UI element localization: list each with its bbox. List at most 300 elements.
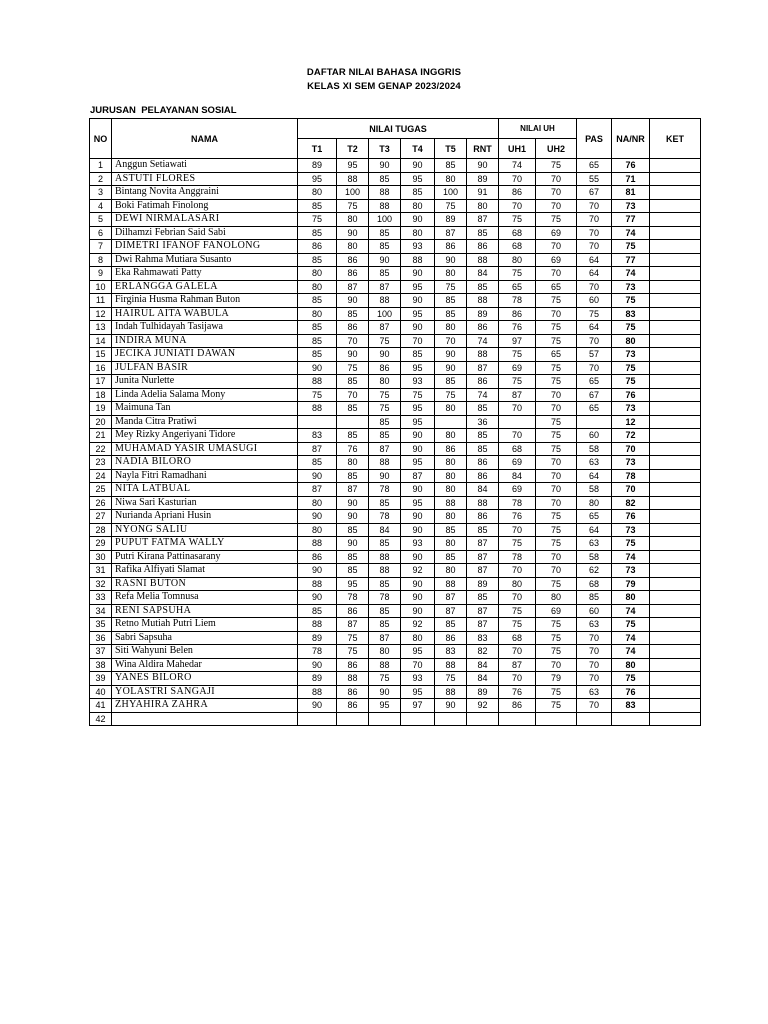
table-row: [90, 402, 701, 416]
cell-uh2: 75: [536, 361, 577, 375]
cell-na-nr: 73: [612, 280, 650, 294]
cell-t1: 88: [298, 618, 337, 632]
cell-nama: Eka Rahmawati Patty: [112, 267, 298, 281]
table-row: [90, 483, 701, 497]
cell-uh2: 75: [536, 699, 577, 713]
cell-t5: 75: [435, 280, 467, 294]
cell-na-nr: 73: [612, 456, 650, 470]
cell-t2: 75: [337, 645, 369, 659]
cell-rnt: 87: [467, 550, 499, 564]
cell-uh1: 86: [499, 307, 536, 321]
cell-t2: 75: [337, 631, 369, 645]
table-row: [90, 469, 701, 483]
cell-t1: 90: [298, 658, 337, 672]
table-row: [90, 361, 701, 375]
cell-t4: 85: [401, 348, 435, 362]
cell-rnt: 36: [467, 415, 499, 429]
cell-na-nr: 70: [612, 483, 650, 497]
cell-t1: 89: [298, 672, 337, 686]
table-row: [90, 253, 701, 267]
cell-pas: 60: [577, 294, 612, 308]
cell-nama: Dilhamzi Febrian Said Sabi: [112, 226, 298, 240]
cell-pas: [577, 712, 612, 726]
cell-t2: 95: [337, 577, 369, 591]
cell-rnt: 91: [467, 186, 499, 200]
cell-t4: 93: [401, 375, 435, 389]
cell-nama: Siti Wahyuni Belen: [112, 645, 298, 659]
cell-t1: 85: [298, 294, 337, 308]
cell-t3: 85: [369, 415, 401, 429]
cell-na-nr: 75: [612, 375, 650, 389]
cell-pas: 70: [577, 631, 612, 645]
cell-uh1: 75: [499, 604, 536, 618]
table-row: [90, 591, 701, 605]
cell-uh2: 70: [536, 564, 577, 578]
cell-rnt: 89: [467, 172, 499, 186]
cell-uh2: 80: [536, 591, 577, 605]
cell-uh2: 70: [536, 402, 577, 416]
cell-t3: 88: [369, 186, 401, 200]
cell-t2: 78: [337, 591, 369, 605]
cell-t5: 87: [435, 604, 467, 618]
cell-t5: 80: [435, 469, 467, 483]
cell-t4: 90: [401, 483, 435, 497]
cell-rnt: 85: [467, 280, 499, 294]
cell-na-nr: 83: [612, 699, 650, 713]
cell-t2: 70: [337, 334, 369, 348]
cell-pas: 64: [577, 253, 612, 267]
cell-uh1: [499, 415, 536, 429]
cell-t2: 90: [337, 348, 369, 362]
cell-nama: Rafika Alfiyati Slamat: [112, 564, 298, 578]
cell-uh1: 75: [499, 213, 536, 227]
cell-na-nr: 73: [612, 348, 650, 362]
cell-t2: 75: [337, 361, 369, 375]
cell-uh1: 70: [499, 402, 536, 416]
cell-t5: 80: [435, 456, 467, 470]
cell-t1: 88: [298, 537, 337, 551]
cell-t3: 88: [369, 564, 401, 578]
cell-no: 12: [90, 307, 112, 321]
cell-uh1: 87: [499, 388, 536, 402]
cell-no: 1: [90, 159, 112, 173]
cell-t2: 86: [337, 604, 369, 618]
cell-t3: 85: [369, 618, 401, 632]
cell-t3: 85: [369, 240, 401, 254]
cell-nama: YOLASTRI SANGAJI: [112, 685, 298, 699]
cell-uh1: 86: [499, 186, 536, 200]
cell-t4: 92: [401, 618, 435, 632]
header-uh2: UH2: [536, 139, 577, 159]
cell-nama: Anggun Setiawati: [112, 159, 298, 173]
cell-nama: JULFAN BASIR: [112, 361, 298, 375]
document-title: DAFTAR NILAI BAHASA INGGRIS: [306, 67, 462, 78]
cell-pas: 64: [577, 523, 612, 537]
cell-nama: DEWI NIRMALASARI: [112, 213, 298, 227]
cell-ket: [650, 712, 701, 726]
cell-na-nr: 12: [612, 415, 650, 429]
cell-t2: 90: [337, 510, 369, 524]
cell-ket: [650, 348, 701, 362]
cell-uh1: 70: [499, 523, 536, 537]
cell-rnt: 85: [467, 442, 499, 456]
cell-na-nr: 71: [612, 172, 650, 186]
table-row: [90, 186, 701, 200]
cell-nama: INDIRA MUNA: [112, 334, 298, 348]
table-row: [90, 550, 701, 564]
cell-uh1: 80: [499, 253, 536, 267]
cell-ket: [650, 631, 701, 645]
cell-t2: 90: [337, 294, 369, 308]
cell-rnt: 84: [467, 672, 499, 686]
cell-nama: Firginia Husma Rahman Buton: [112, 294, 298, 308]
cell-t3: 85: [369, 429, 401, 443]
cell-t4: 95: [401, 172, 435, 186]
header-nilai-uh: NILAI UH: [499, 119, 577, 139]
header-na-nr: NA/NR: [612, 119, 650, 159]
cell-t1: 88: [298, 375, 337, 389]
cell-uh2: 75: [536, 685, 577, 699]
cell-pas: 63: [577, 618, 612, 632]
cell-nama: Manda Citra Pratiwi: [112, 415, 298, 429]
cell-ket: [650, 375, 701, 389]
cell-rnt: 74: [467, 388, 499, 402]
cell-t2: 85: [337, 402, 369, 416]
cell-no: 18: [90, 388, 112, 402]
cell-na-nr: 74: [612, 550, 650, 564]
cell-t4: 95: [401, 456, 435, 470]
cell-t5: 75: [435, 672, 467, 686]
cell-t2: [337, 415, 369, 429]
table-row: [90, 226, 701, 240]
cell-uh2: 75: [536, 415, 577, 429]
cell-t1: 78: [298, 645, 337, 659]
table-row: [90, 618, 701, 632]
cell-t3: 78: [369, 510, 401, 524]
cell-pas: 62: [577, 564, 612, 578]
cell-na-nr: 80: [612, 334, 650, 348]
cell-rnt: 88: [467, 253, 499, 267]
cell-t5: 85: [435, 523, 467, 537]
cell-ket: [650, 361, 701, 375]
cell-t4: 70: [401, 334, 435, 348]
cell-rnt: 85: [467, 591, 499, 605]
cell-t1: 85: [298, 456, 337, 470]
table-row: [90, 375, 701, 389]
cell-t4: 97: [401, 699, 435, 713]
cell-t4: 90: [401, 591, 435, 605]
cell-t1: 89: [298, 159, 337, 173]
cell-uh1: 69: [499, 361, 536, 375]
cell-t1: 90: [298, 510, 337, 524]
cell-pas: 60: [577, 604, 612, 618]
cell-uh1: 70: [499, 429, 536, 443]
cell-uh2: 65: [536, 280, 577, 294]
cell-t4: 95: [401, 496, 435, 510]
cell-ket: [650, 685, 701, 699]
cell-t2: 87: [337, 618, 369, 632]
cell-t3: 80: [369, 375, 401, 389]
cell-na-nr: 70: [612, 442, 650, 456]
cell-pas: 65: [577, 402, 612, 416]
cell-uh2: 75: [536, 510, 577, 524]
cell-uh1: 76: [499, 685, 536, 699]
cell-pas: 67: [577, 186, 612, 200]
cell-t4: 90: [401, 267, 435, 281]
cell-rnt: 87: [467, 618, 499, 632]
cell-na-nr: 74: [612, 604, 650, 618]
cell-pas: 70: [577, 280, 612, 294]
table-header: [90, 119, 701, 159]
cell-t4: 87: [401, 469, 435, 483]
cell-no: 42: [90, 712, 112, 726]
cell-na-nr: 76: [612, 510, 650, 524]
cell-t4: 93: [401, 537, 435, 551]
cell-t5: [435, 712, 467, 726]
cell-rnt: 89: [467, 307, 499, 321]
cell-t3: 85: [369, 267, 401, 281]
cell-t3: 85: [369, 172, 401, 186]
cell-ket: [650, 591, 701, 605]
cell-rnt: 86: [467, 375, 499, 389]
cell-t3: 85: [369, 226, 401, 240]
cell-no: 4: [90, 199, 112, 213]
cell-uh2: 70: [536, 456, 577, 470]
cell-no: 26: [90, 496, 112, 510]
header-t5: T5: [435, 139, 467, 159]
cell-no: 8: [90, 253, 112, 267]
cell-t3: [369, 712, 401, 726]
cell-t2: 88: [337, 672, 369, 686]
cell-no: 14: [90, 334, 112, 348]
cell-t2: 85: [337, 550, 369, 564]
cell-pas: 64: [577, 469, 612, 483]
cell-pas: 63: [577, 685, 612, 699]
cell-nama: ASTUTI FLORES: [112, 172, 298, 186]
cell-na-nr: 78: [612, 469, 650, 483]
cell-pas: 63: [577, 537, 612, 551]
cell-no: 2: [90, 172, 112, 186]
cell-pas: 58: [577, 483, 612, 497]
cell-t5: 86: [435, 240, 467, 254]
cell-t4: 90: [401, 321, 435, 335]
cell-t2: 80: [337, 213, 369, 227]
cell-uh1: 75: [499, 537, 536, 551]
cell-t2: 70: [337, 388, 369, 402]
cell-rnt: 87: [467, 564, 499, 578]
cell-no: 17: [90, 375, 112, 389]
cell-no: 36: [90, 631, 112, 645]
cell-uh2: 75: [536, 537, 577, 551]
cell-na-nr: 74: [612, 645, 650, 659]
cell-t4: 95: [401, 645, 435, 659]
cell-t2: 86: [337, 253, 369, 267]
cell-nama: RASNI BUTON: [112, 577, 298, 591]
cell-t5: 80: [435, 510, 467, 524]
cell-no: 41: [90, 699, 112, 713]
cell-uh1: 69: [499, 483, 536, 497]
cell-nama: NYONG SALIU: [112, 523, 298, 537]
cell-uh2: 75: [536, 577, 577, 591]
cell-t2: 80: [337, 240, 369, 254]
cell-uh2: 75: [536, 334, 577, 348]
cell-t3: 95: [369, 699, 401, 713]
cell-t5: 80: [435, 402, 467, 416]
table-row: [90, 523, 701, 537]
header-nama: NAMA: [112, 119, 298, 159]
cell-uh2: 75: [536, 631, 577, 645]
cell-uh2: 70: [536, 186, 577, 200]
cell-t4: 88: [401, 253, 435, 267]
table-row: [90, 267, 701, 281]
cell-no: 40: [90, 685, 112, 699]
cell-t1: 85: [298, 334, 337, 348]
cell-t2: 80: [337, 456, 369, 470]
cell-t1: 86: [298, 550, 337, 564]
cell-ket: [650, 159, 701, 173]
cell-t5: 88: [435, 496, 467, 510]
cell-t3: 86: [369, 361, 401, 375]
cell-nama: Nurianda Apriani Husin: [112, 510, 298, 524]
cell-uh2: 70: [536, 267, 577, 281]
cell-pas: 70: [577, 658, 612, 672]
table-row: [90, 564, 701, 578]
cell-no: 19: [90, 402, 112, 416]
cell-no: 31: [90, 564, 112, 578]
cell-rnt: 88: [467, 348, 499, 362]
cell-no: 29: [90, 537, 112, 551]
cell-pas: 75: [577, 307, 612, 321]
cell-nama: NITA LATBUAL: [112, 483, 298, 497]
cell-ket: [650, 307, 701, 321]
cell-t4: 80: [401, 199, 435, 213]
cell-t5: [435, 415, 467, 429]
cell-no: 37: [90, 645, 112, 659]
cell-nama: JECIKA JUNIATI DAWAN: [112, 348, 298, 362]
cell-ket: [650, 280, 701, 294]
cell-t5: 88: [435, 658, 467, 672]
cell-ket: [650, 267, 701, 281]
cell-pas: 65: [577, 159, 612, 173]
cell-t1: 85: [298, 604, 337, 618]
table-row: [90, 699, 701, 713]
cell-nama: YANES BILORO: [112, 672, 298, 686]
cell-t4: 90: [401, 294, 435, 308]
table-row: [90, 645, 701, 659]
cell-t5: 75: [435, 388, 467, 402]
cell-no: 13: [90, 321, 112, 335]
cell-pas: 67: [577, 388, 612, 402]
cell-nama: Refa Melia Tomnusa: [112, 591, 298, 605]
cell-t5: 90: [435, 348, 467, 362]
cell-na-nr: [612, 712, 650, 726]
cell-no: 32: [90, 577, 112, 591]
cell-uh2: 70: [536, 550, 577, 564]
header-t2: T2: [337, 139, 369, 159]
cell-na-nr: 72: [612, 429, 650, 443]
cell-t4: 92: [401, 564, 435, 578]
cell-rnt: 86: [467, 469, 499, 483]
cell-ket: [650, 186, 701, 200]
cell-t5: 85: [435, 159, 467, 173]
cell-na-nr: 75: [612, 618, 650, 632]
cell-t4: [401, 712, 435, 726]
cell-t5: 90: [435, 699, 467, 713]
cell-no: 22: [90, 442, 112, 456]
cell-ket: [650, 321, 701, 335]
cell-uh1: 65: [499, 280, 536, 294]
table-row: [90, 712, 701, 726]
cell-t3: 87: [369, 442, 401, 456]
cell-no: 39: [90, 672, 112, 686]
cell-t2: 86: [337, 658, 369, 672]
cell-na-nr: 75: [612, 321, 650, 335]
cell-t5: 85: [435, 294, 467, 308]
cell-uh1: 80: [499, 577, 536, 591]
cell-uh2: 75: [536, 442, 577, 456]
cell-t4: 90: [401, 604, 435, 618]
cell-t2: 87: [337, 280, 369, 294]
cell-no: 35: [90, 618, 112, 632]
cell-rnt: 84: [467, 483, 499, 497]
cell-no: 21: [90, 429, 112, 443]
document-subtitle: KELAS XI SEM GENAP 2023/2024: [307, 81, 461, 92]
cell-nama: Indah Tulhidayah Tasijawa: [112, 321, 298, 335]
cell-pas: 63: [577, 456, 612, 470]
cell-uh1: 75: [499, 618, 536, 632]
grades-table: [89, 118, 701, 726]
cell-t1: 88: [298, 685, 337, 699]
cell-rnt: 88: [467, 294, 499, 308]
cell-nama: Sabri Sapsuha: [112, 631, 298, 645]
cell-nama: Nayla Fitri Ramadhani: [112, 469, 298, 483]
cell-uh2: 70: [536, 388, 577, 402]
cell-t4: 95: [401, 361, 435, 375]
cell-rnt: 83: [467, 631, 499, 645]
cell-uh1: 69: [499, 456, 536, 470]
cell-ket: [650, 213, 701, 227]
cell-uh1: 87: [499, 658, 536, 672]
cell-uh2: 65: [536, 348, 577, 362]
cell-t1: 86: [298, 240, 337, 254]
cell-nama: Wina Aldira Mahedar: [112, 658, 298, 672]
cell-rnt: 87: [467, 361, 499, 375]
cell-t5: 88: [435, 577, 467, 591]
table-row: [90, 672, 701, 686]
cell-t5: 80: [435, 172, 467, 186]
cell-t1: 85: [298, 348, 337, 362]
table-row: [90, 658, 701, 672]
cell-nama: Bintang Novita Anggraini: [112, 186, 298, 200]
cell-t3: 75: [369, 388, 401, 402]
cell-t4: 90: [401, 577, 435, 591]
table-row: [90, 442, 701, 456]
cell-t3: 90: [369, 159, 401, 173]
cell-nama: Junita Nurlette: [112, 375, 298, 389]
cell-rnt: 89: [467, 685, 499, 699]
cell-t2: 85: [337, 429, 369, 443]
header-uh1: UH1: [499, 139, 536, 159]
cell-uh1: 70: [499, 645, 536, 659]
cell-t1: 85: [298, 199, 337, 213]
cell-nama: HAIRUL AITA WABULA: [112, 307, 298, 321]
cell-t3: 84: [369, 523, 401, 537]
header-no: NO: [90, 119, 112, 159]
cell-ket: [650, 577, 701, 591]
cell-t5: 88: [435, 685, 467, 699]
cell-uh2: 69: [536, 604, 577, 618]
cell-uh1: 70: [499, 564, 536, 578]
